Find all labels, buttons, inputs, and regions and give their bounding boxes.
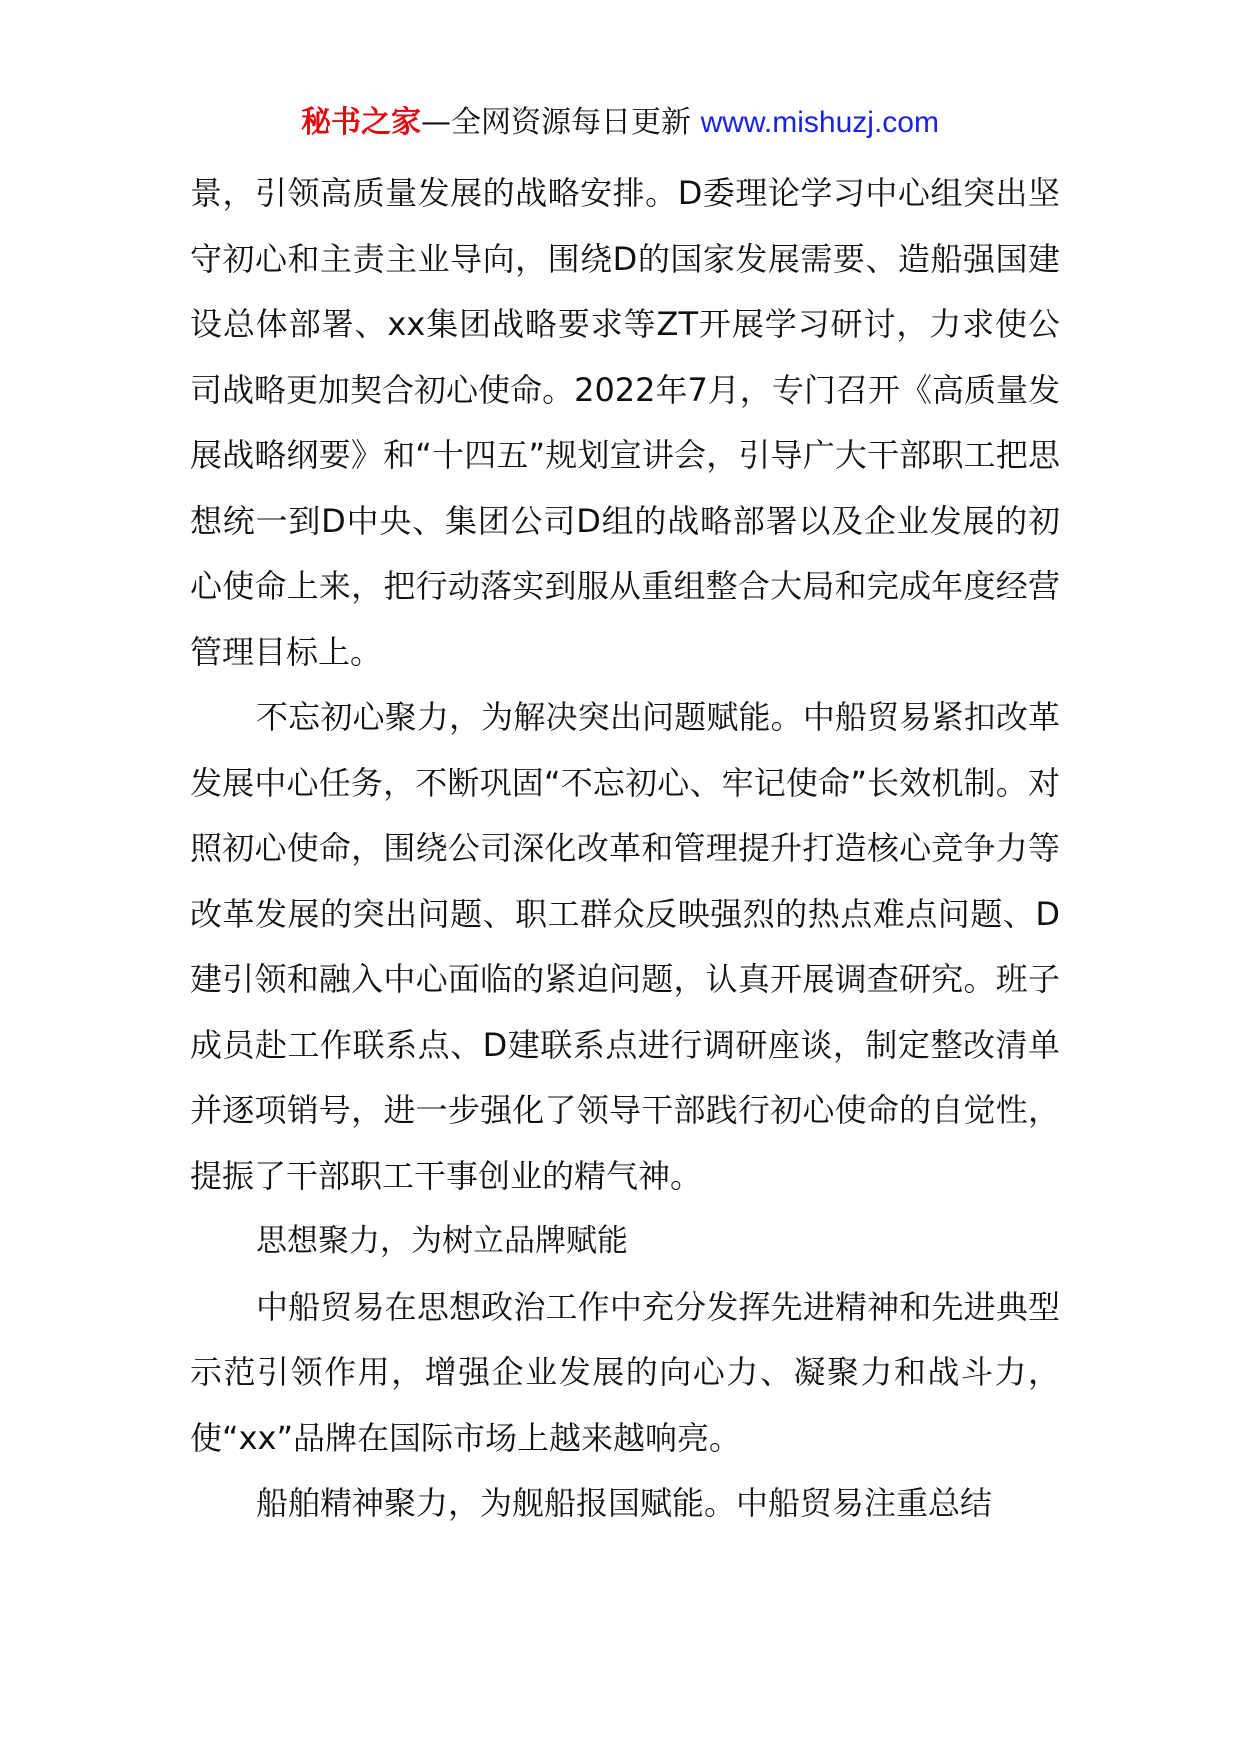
paragraph-original-mission: 不忘初心聚力，为解决突出问题赋能。中船贸易紧扣改革发展中心任务，不断巩固“不忘初心、牢记使命”长效机制。对照初心使命，围绕公司深化改革和管理提升打造核心竞争力等改革发展的突出问题、职工群众反映强烈的热点难点问题、D建引领和融入中心面临的紧迫问题，认真开展调查研究。班子成员赴工作联系点、D建联系点进行调研座谈，制定整改清单并逐项销号，进一步强化了领导干部践行初心使命的自觉性，提振了干部职工干事创业的精气神。 bbox=[190, 698, 1060, 1195]
section-subheading: 思想聚力，为树立品牌赋能 bbox=[256, 1223, 628, 1259]
paragraph-brand: 中船贸易在思想政治工作中充分发挥先进精神和先进典型示范引领作用，增强企业发展的向心力、凝聚力和战斗力，使“xx”品牌在国际市场上越来越响亮。 bbox=[190, 1287, 1060, 1457]
paragraph-continued: 景，引领高质量发展的战略安排。D委理论学习中心组突出坚守初心和主责主业导向，围绕D的国家发展需要、造船强国建设总体部署、xx集团战略要求等ZT开展学习研讨，力求使公司战略更加契合初心使命。2022年7月，专门召开《高质量发展战略纲要》和“十四五”规划宣讲会，引导广大干部职工把思想统一到D中央、集团公司D组的战略部署以及企业发展的初心使命上来，把行动落实到服从重组整合大局和完成年度经营管理目标上。 bbox=[190, 174, 1060, 671]
site-brand: 秘书之家 bbox=[301, 105, 422, 140]
site-url-link[interactable]: www.mishuzj.com bbox=[700, 106, 939, 139]
site-header bbox=[0, 100, 1240, 146]
paragraph-ship-spirit: 船舶精神聚力，为舰船报国赋能。中船贸易注重总结 bbox=[256, 1484, 993, 1522]
site-tagline: —全网资源每日更新 bbox=[421, 105, 701, 140]
document-body bbox=[190, 161, 1060, 1537]
